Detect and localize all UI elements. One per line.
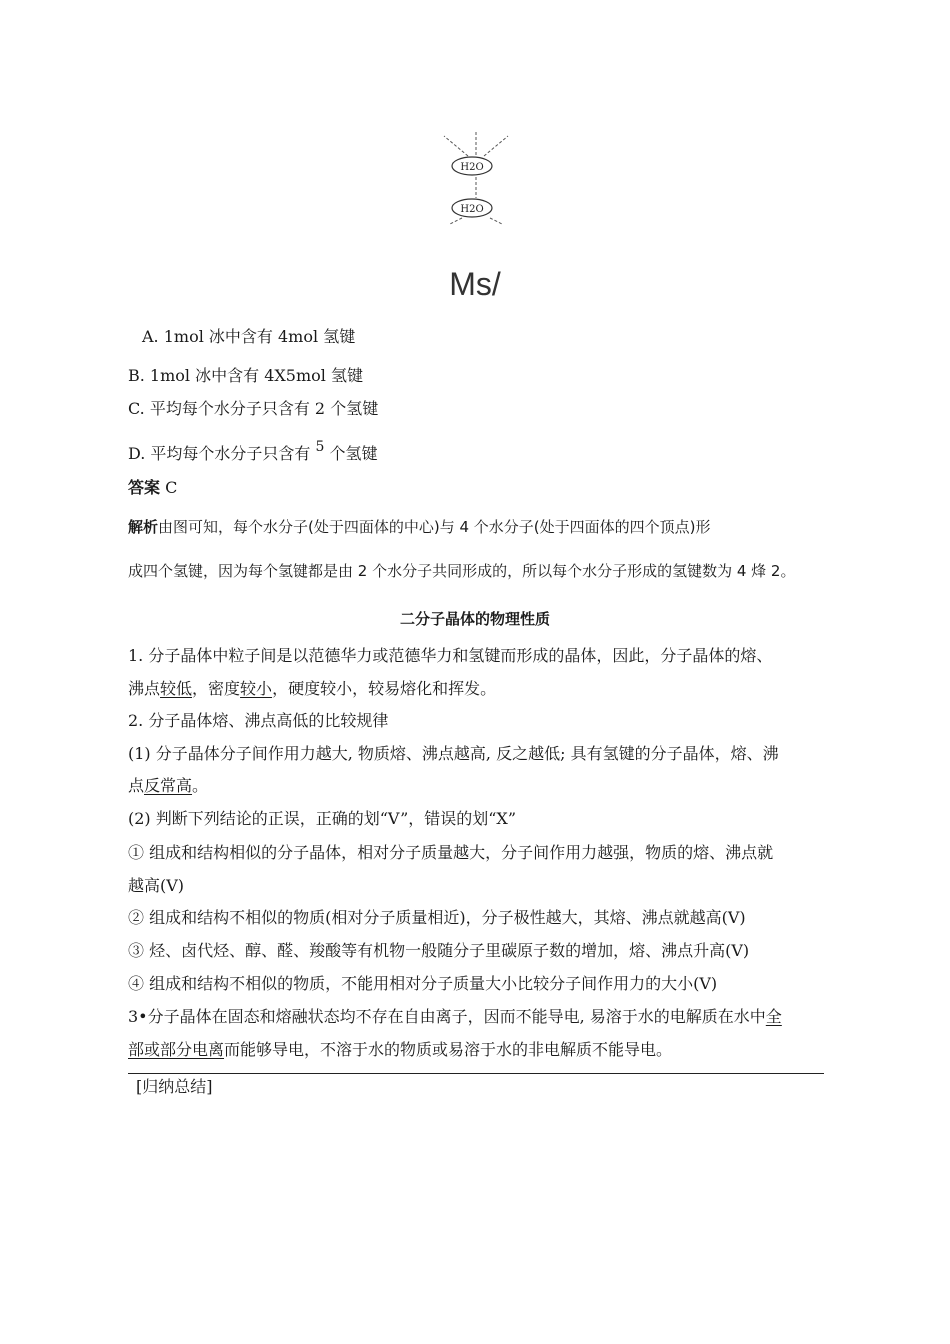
- option-c: C. 平均每个水分子只含有 2 个氢键: [128, 399, 379, 418]
- analysis-label: 解析: [128, 518, 159, 536]
- answer-line: [128, 478, 177, 498]
- point-2-1-text-b: 。: [192, 776, 209, 795]
- point-1-underline-2: 较小: [240, 679, 273, 698]
- section-title: 二分子晶体的物理性质: [399, 610, 550, 628]
- point-3-line-2: [128, 1040, 672, 1060]
- point-2-1-line-1: (1) 分子晶体分子间作用力越大, 物质熔、沸点越高, 反之越低; 具有氢键的分子晶体，熔、沸: [128, 744, 779, 763]
- option-d-tail: 个氢键: [329, 444, 378, 463]
- point-1-text-c: ，硬度较小，较易熔化和挥发。: [272, 679, 497, 698]
- hydrogen-bond-figure: [438, 132, 514, 228]
- analysis-line-2: 成四个氢键，因为每个氢键都是由 2 个水分子共同形成的，所以每个水分子形成的氢键数为 4 烽 2。: [128, 562, 796, 580]
- molecule-bottom-label: H2O: [460, 204, 484, 215]
- point-3-text-b: 而能够导电，不溶于水的物质或易溶于水的非电解质不能导电。: [224, 1040, 673, 1059]
- point-3-underline-2: 部或部分电离: [128, 1040, 225, 1059]
- point-2-1-underline: 反常高: [144, 776, 193, 795]
- answer-value: C: [165, 478, 178, 497]
- point-1-line-1: 1. 分子晶体中粒子间是以范德华力或范德华力和氢键而形成的晶体，因此，分子晶体的熔、: [128, 646, 773, 665]
- conclusion-4: ④ 组成和结构不相似的物质，不能用相对分子质量大小比较分子间作用力的大小(V): [128, 974, 718, 993]
- conclusion-1-line-2: 越高(V): [128, 876, 185, 895]
- point-1-text-a: 沸点: [128, 679, 161, 698]
- conclusion-2: ② 组成和结构不相似的物质(相对分子质量相近)，分子极性越大，其熔、沸点就越高(V): [128, 908, 746, 927]
- point-3-line-1: [128, 1007, 782, 1027]
- figure-caption: Ms/: [449, 266, 501, 302]
- conclusion-1-line-1: ① 组成和结构相似的分子晶体，相对分子质量越大，分子间作用力越强，物质的熔、沸点就: [128, 843, 774, 862]
- water-molecule-top: [452, 157, 492, 175]
- option-b: B. 1mol 冰中含有 4X5mol 氢键: [128, 366, 363, 385]
- answer-label: 答案: [128, 478, 161, 497]
- molecule-top-label: H2O: [460, 162, 484, 173]
- option-a: A. 1mol 冰中含有 4mol 氢键: [142, 327, 356, 346]
- option-d: [128, 439, 378, 465]
- point-2-1-text-a: 点: [128, 776, 145, 795]
- point-1-text-b: ，密度: [192, 679, 241, 698]
- point-2-1-line-2: [128, 776, 208, 796]
- option-d-superscript: 5: [315, 439, 325, 455]
- point-1-underline-1: 较低: [160, 679, 193, 698]
- point-3-text-a: 3•分子晶体在固态和熔融状态均不存在自由离子，因而不能导电, 易溶于水的电解质在水中: [128, 1007, 766, 1026]
- analysis-text-1: 由图可知，每个水分子(处于四面体的中心)与 4 个水分子(处于四面体的四个顶点)形: [158, 518, 711, 536]
- point-1-line-2: [128, 679, 496, 699]
- analysis-line-1: [128, 517, 711, 537]
- water-molecule-bottom: [452, 199, 492, 217]
- point-3-underline-1: 全: [765, 1007, 782, 1026]
- point-2-2: (2) 判断下列结论的正误，正确的划“V”，错误的划“X”: [128, 809, 517, 828]
- point-2: 2. 分子晶体熔、沸点高低的比较规律: [128, 711, 389, 730]
- summary-label: [归纳总结]: [136, 1077, 213, 1096]
- option-d-text: D. 平均每个水分子只含有: [128, 444, 311, 463]
- section-divider: [128, 1073, 824, 1074]
- conclusion-3: ③ 烃、卤代烃、醇、醛、羧酸等有机物一般随分子里碳原子数的增加，熔、沸点升高(V): [128, 941, 750, 960]
